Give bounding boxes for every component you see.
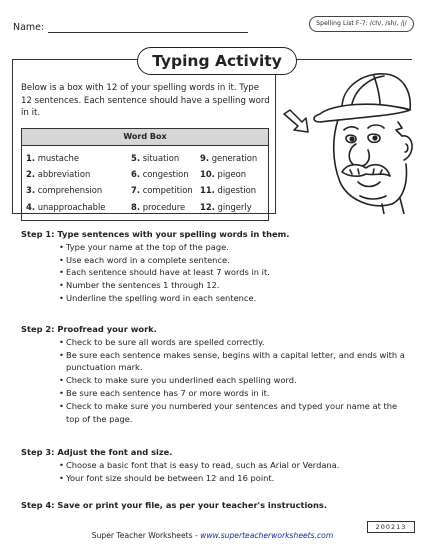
word-item: 4. unapproachable: [26, 201, 106, 212]
step-1-title: Step 1: Type sentences with your spelling words in them.: [21, 229, 290, 239]
footer-site-link[interactable]: www.superteacherworksheets.com: [200, 531, 334, 540]
list-item: • Be sure each sentence has 7 or more words in it.: [21, 387, 411, 400]
word-row: [22, 182, 268, 198]
word-grid: [22, 146, 268, 220]
name-label: Name:: [13, 22, 45, 33]
cartoon-man-with-cap-icon: [282, 64, 418, 214]
word-item: 3. comprehension: [26, 185, 103, 196]
word-item: 7. competition: [131, 185, 193, 196]
pointing-arrow-icon: [282, 108, 312, 136]
worksheet-code: 200213: [367, 521, 415, 533]
step-2-list: [21, 336, 411, 426]
list-item: • Use each word in a complete sentence.: [21, 254, 411, 267]
step-3-title: Step 3: Adjust the font and size.: [21, 447, 173, 457]
word-box: [21, 128, 269, 221]
word-item: 1. mustache: [26, 153, 79, 164]
list-item: • Your font size should be between 12 and 16 point.: [21, 472, 411, 485]
word-item: 5. situation: [131, 153, 180, 164]
step-1-list: [21, 241, 411, 305]
page-title: Typing Activity: [137, 47, 297, 75]
word-item: 6. congestion: [131, 169, 189, 180]
word-row: [22, 166, 268, 182]
step-3-list: [21, 459, 411, 485]
word-item: 9. generation: [200, 153, 258, 164]
word-item: 12. gingerly: [200, 201, 252, 212]
step-2: [21, 323, 411, 425]
list-item: • Number the sentences 1 through 12.: [21, 279, 411, 292]
step-2-title: Step 2: Proofread your work.: [21, 324, 157, 334]
name-line: [48, 32, 248, 33]
list-item: • Each sentence should have at least 7 words in it.: [21, 266, 411, 279]
word-item: 11. digestion: [200, 185, 257, 196]
word-item: 8. procedure: [131, 201, 186, 212]
footer: [0, 531, 425, 540]
list-item: • Be sure each sentence makes sense, begins with a capital letter, and ends with a punctuation mark.: [21, 349, 411, 375]
list-item: • Check to be sure all words are spelled correctly.: [21, 336, 411, 349]
word-item: 2. abbreviation: [26, 169, 91, 180]
step-4: [21, 499, 411, 512]
footer-brand: Super Teacher Worksheets -: [91, 531, 201, 540]
word-item: 10. pigeon: [200, 169, 247, 180]
list-item: • Type your name at the top of the page.: [21, 241, 411, 254]
word-box-header: Word Box: [22, 129, 268, 146]
step-3: [21, 446, 411, 484]
word-row: [22, 150, 268, 166]
step-4-title: Step 4: Save or print your file, as per your teacher's instructions.: [21, 500, 327, 510]
list-item: • Check to make sure you underlined each spelling word.: [21, 374, 411, 387]
list-item: • Choose a basic font that is easy to read, such as Arial or Verdana.: [21, 459, 411, 472]
intro-text: Below is a box with 12 of your spelling words in it. Type 12 sentences. Each sentence should have a spelling word in it.: [21, 83, 270, 118]
spelling-list-tag: Spelling List F-7: /ch/, /sh/, /j/: [309, 16, 414, 32]
word-row: [22, 199, 268, 215]
list-item: • Underline the spelling word in each sentence.: [21, 292, 411, 305]
step-1: [21, 228, 411, 305]
list-item: • Check to make sure you numbered your sentences and typed your name at the top of the page.: [21, 400, 411, 426]
